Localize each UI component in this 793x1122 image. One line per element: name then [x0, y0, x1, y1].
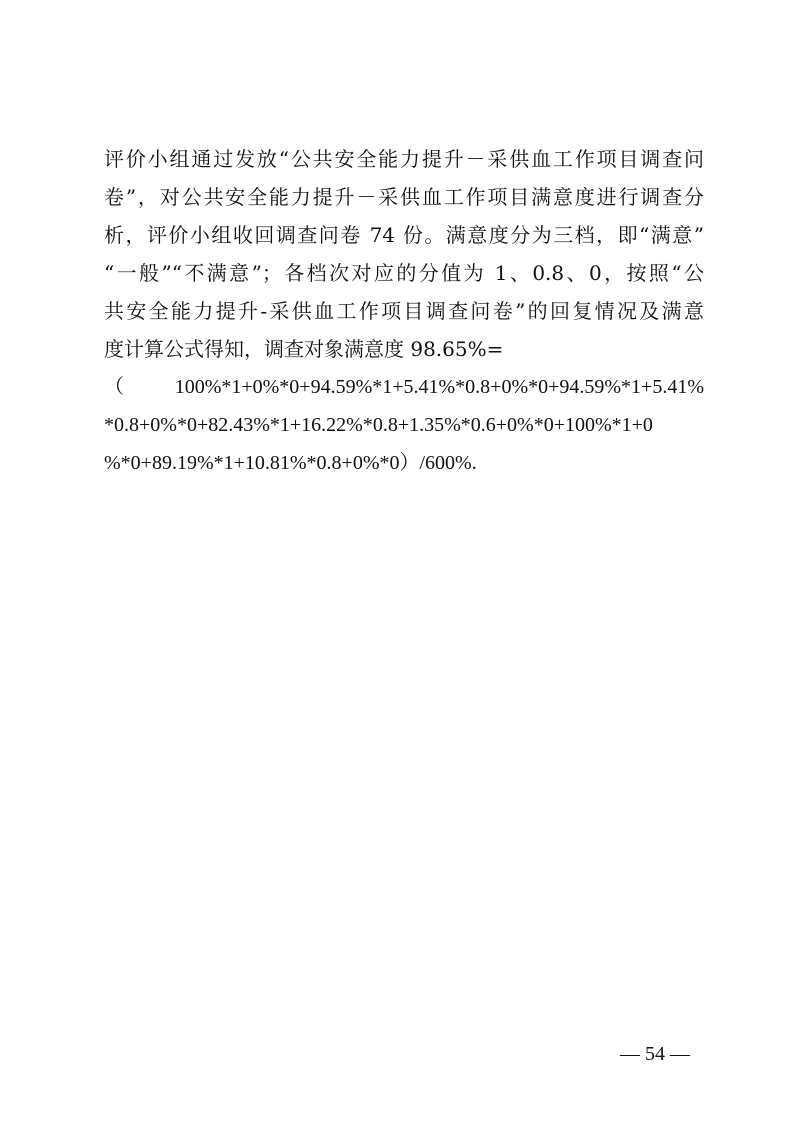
page-number: — 54 — [620, 1043, 690, 1065]
formula-line-1: （100%*1+0%*0+94.59%*1+5.41%*0.8+0%*0+94.59%*1+5.41% [104, 376, 704, 398]
body-paragraph [104, 140, 704, 482]
formula-line-2: *0.8+0%*0+82.43%*1+16.22%*0.8+1.35%*0.6+0%*0+100%*1+0 [104, 414, 653, 436]
formula-line-3: %*0+89.19%*1+10.81%*0.8+0%*0）/600%. [104, 452, 477, 474]
paragraph-line-1: 评价小组通过发放“公共安全能力提升－采供血工作项目调查问 [104, 147, 704, 171]
paragraph-line-5: 共安全能力提升-采供血工作项目调查问卷”的回复情况及满意 [104, 299, 704, 323]
paragraph-line-4: “一般”“不满意”；各档次对应的分值为 1、0.8、0，按照“公 [104, 261, 704, 285]
paragraph-line-2: 卷”，对公共安全能力提升－采供血工作项目满意度进行调查分 [104, 185, 704, 209]
paragraph-line-6: 度计算公式得知，调查对象满意度 98.65%= [104, 337, 504, 361]
paragraph-line-3: 析，评价小组收回调查问卷 74 份。满意度分为三档，即“满意” [104, 223, 704, 247]
